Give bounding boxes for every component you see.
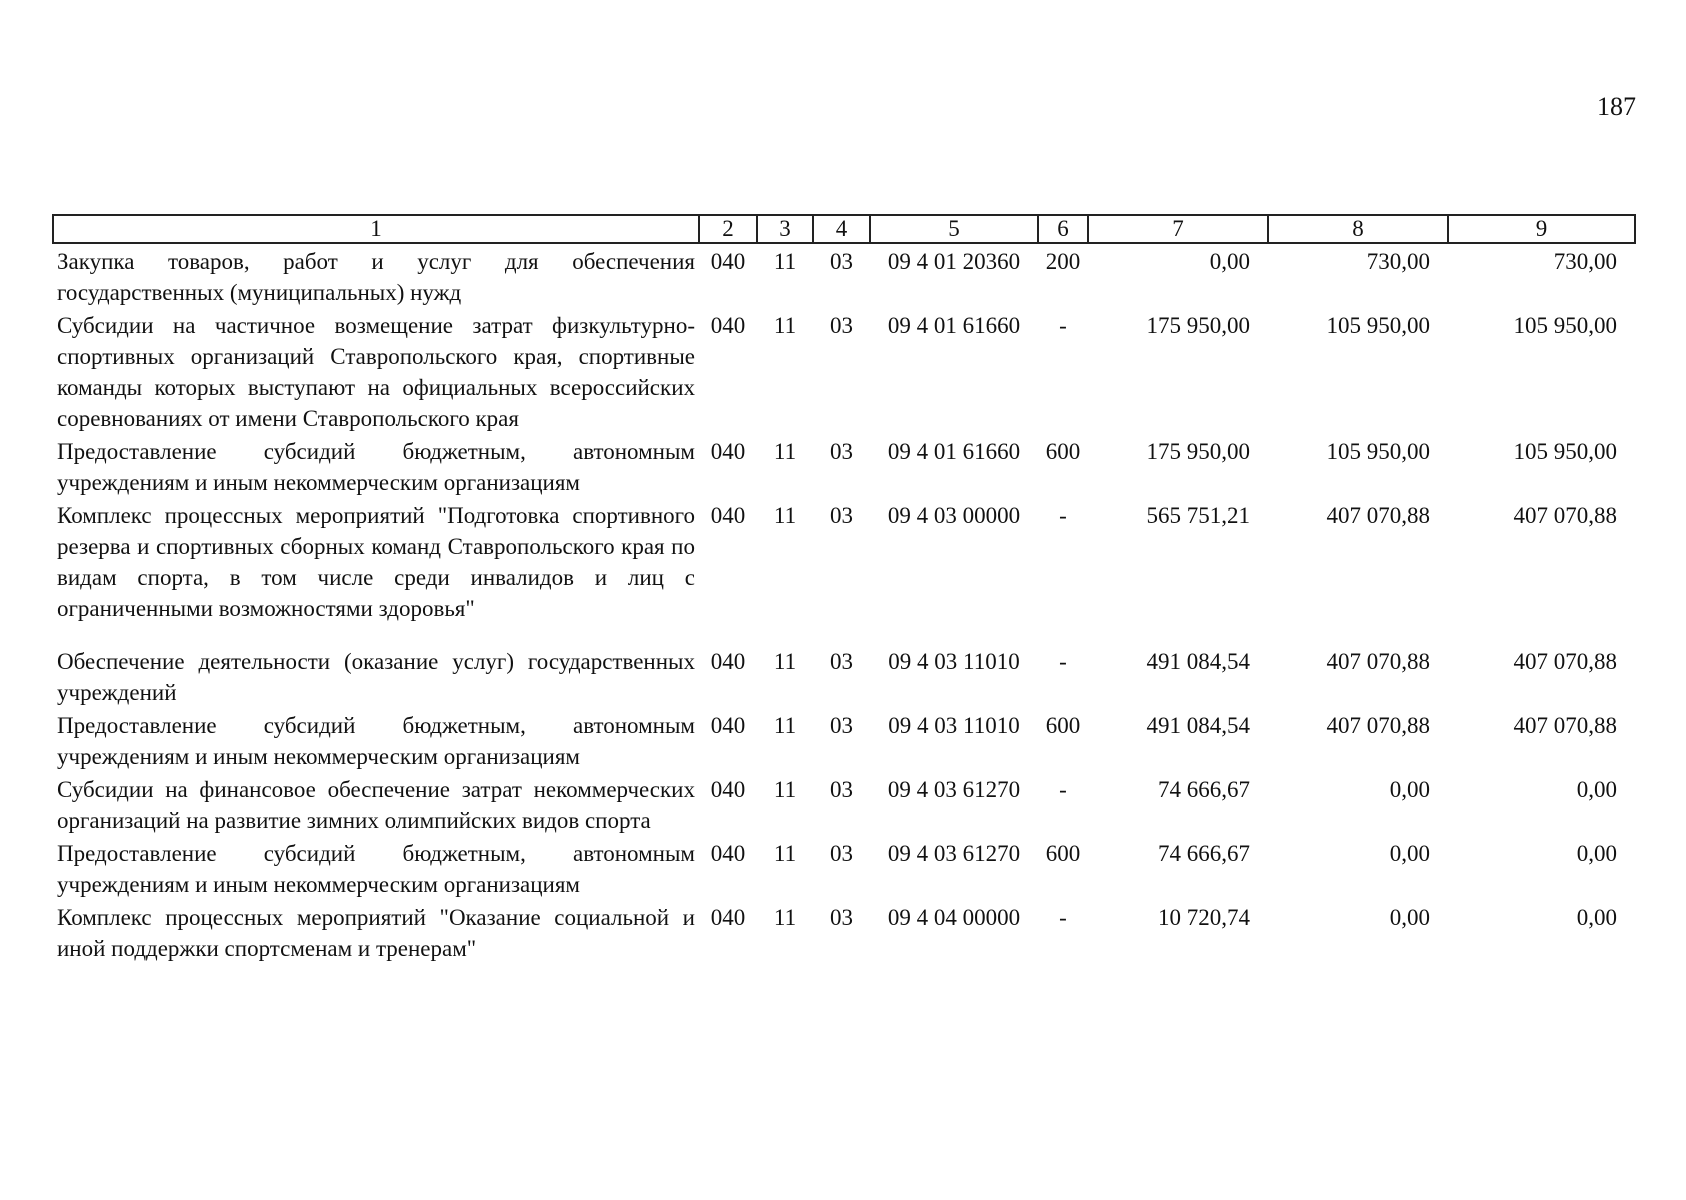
- row-col-6: -: [1059, 313, 1067, 338]
- row-col-2: 040: [710, 841, 746, 866]
- row-col-9: 407 070,88: [1513, 649, 1617, 674]
- header-col-5: 5: [870, 215, 1038, 243]
- row-col-7: 10 720,74: [1158, 905, 1250, 930]
- row-col-2: 040: [710, 905, 746, 930]
- row-col-5: 09 4 03 11010: [888, 713, 1020, 738]
- row-col-4: 03: [830, 439, 853, 464]
- row-col-4: 03: [830, 777, 853, 802]
- row-col-6: 600: [1045, 713, 1081, 738]
- row-col-6: -: [1059, 649, 1067, 674]
- row-col-3: 11: [773, 713, 797, 738]
- row-col-2: 040: [710, 713, 746, 738]
- header-col-4: 4: [813, 215, 870, 243]
- row-col-8: 407 070,88: [1326, 503, 1430, 528]
- row-col-3: 11: [773, 777, 797, 802]
- row-name: Предоставление субсидий бюджетным, автономным учреждениям и иным некоммерческим организациям: [57, 841, 695, 897]
- row-col-4: 03: [830, 313, 853, 338]
- row-col-3: 11: [773, 313, 797, 338]
- row-col-5: 09 4 03 61270: [887, 841, 1021, 866]
- row-col-8: 407 070,88: [1326, 649, 1430, 674]
- row-col-8: 730,00: [1366, 249, 1430, 274]
- row-col-7: 565 751,21: [1146, 503, 1250, 528]
- row-col-6: 600: [1045, 439, 1081, 464]
- row-col-7: 491 084,54: [1146, 713, 1250, 738]
- row-col-9: 0,00: [1576, 905, 1617, 930]
- row-col-9: 0,00: [1576, 841, 1617, 866]
- row-name: Обеспечение деятельности (оказание услуг) государственных учреждений: [57, 649, 695, 705]
- row-col-8: 407 070,88: [1326, 713, 1430, 738]
- table-row: [53, 900, 1635, 964]
- header-col-8: 8: [1268, 215, 1448, 243]
- header-col-2: 2: [699, 215, 757, 243]
- table-row: [53, 644, 1635, 708]
- table-row: [53, 836, 1635, 900]
- row-col-2: 040: [710, 777, 746, 802]
- row-col-7: 175 950,00: [1146, 313, 1250, 338]
- row-col-7: 74 666,67: [1158, 841, 1250, 866]
- table-row: [53, 434, 1635, 498]
- table-row: [53, 243, 1635, 308]
- row-name: Субсидии на частичное возмещение затрат физкультурно-спортивных организаций Ставропольского края, спортивные команды которых выступают на официальных всероссийских соревнованиях от имени Ставропольского края: [57, 313, 695, 431]
- row-col-8: 0,00: [1389, 777, 1430, 802]
- row-name: Предоставление субсидий бюджетным, автономным учреждениям и иным некоммерческим организациям: [57, 713, 695, 769]
- row-col-5: 09 4 01 20360: [887, 249, 1021, 274]
- table-row: [53, 308, 1635, 434]
- table-body: [53, 243, 1635, 964]
- row-name: Предоставление субсидий бюджетным, автономным учреждениям и иным некоммерческим организациям: [57, 439, 695, 495]
- page-number: 187: [1597, 92, 1636, 121]
- row-col-4: 03: [830, 905, 853, 930]
- row-col-4: 03: [830, 713, 853, 738]
- row-col-2: 040: [710, 313, 746, 338]
- row-col-2: 040: [710, 439, 746, 464]
- header-row: [53, 215, 1635, 243]
- row-col-3: 11: [773, 905, 797, 930]
- row-col-5: 09 4 03 00000: [887, 503, 1021, 528]
- row-col-7: 175 950,00: [1146, 439, 1250, 464]
- row-name: Комплекс процессных мероприятий "Оказание социальной и иной поддержки спортсменам и тренерам": [57, 905, 695, 961]
- row-col-6: -: [1059, 503, 1067, 528]
- row-name: Закупка товаров, работ и услуг для обеспечения государственных (муниципальных) нужд: [57, 249, 695, 305]
- row-col-6: -: [1059, 905, 1067, 930]
- row-col-5: 09 4 01 61660: [887, 439, 1021, 464]
- row-col-3: 11: [773, 439, 797, 464]
- row-col-2: 040: [710, 649, 746, 674]
- header-col-6: 6: [1038, 215, 1088, 243]
- row-col-5: 09 4 04 00000: [887, 905, 1021, 930]
- row-col-9: 407 070,88: [1513, 713, 1617, 738]
- row-col-9: 407 070,88: [1513, 503, 1617, 528]
- table-row: [53, 498, 1635, 644]
- row-col-2: 040: [710, 249, 746, 274]
- row-col-5: 09 4 01 61660: [887, 313, 1021, 338]
- row-col-6: 600: [1045, 841, 1081, 866]
- row-col-3: 11: [773, 249, 797, 274]
- row-col-8: 105 950,00: [1326, 439, 1430, 464]
- table-header: [53, 215, 1635, 243]
- row-col-4: 03: [830, 841, 853, 866]
- row-name: Субсидии на финансовое обеспечение затрат некоммерческих организаций на развитие зимних олимпийских видов спорта: [57, 777, 695, 833]
- row-col-5: 09 4 03 61270: [887, 777, 1021, 802]
- row-col-9: 730,00: [1553, 249, 1617, 274]
- row-col-8: 105 950,00: [1326, 313, 1430, 338]
- row-col-6: 200: [1045, 249, 1081, 274]
- row-col-4: 03: [830, 503, 853, 528]
- header-col-7: 7: [1088, 215, 1268, 243]
- header-col-3: 3: [757, 215, 813, 243]
- row-col-4: 03: [830, 249, 853, 274]
- table-row: [53, 708, 1635, 772]
- budget-table: [52, 214, 1636, 964]
- row-col-8: 0,00: [1389, 905, 1430, 930]
- row-col-7: 491 084,54: [1146, 649, 1250, 674]
- table-row: [53, 772, 1635, 836]
- row-col-9: 0,00: [1576, 777, 1617, 802]
- row-col-2: 040: [710, 503, 746, 528]
- row-col-5: 09 4 03 11010: [888, 649, 1020, 674]
- row-col-8: 0,00: [1389, 841, 1430, 866]
- row-col-4: 03: [830, 649, 853, 674]
- row-name: Комплекс процессных мероприятий "Подготовка спортивного резерва и спортивных сборных команд Ставропольского края по видам спорта, в том числе среди инвалидов и лиц с ограниченными возможностями здоровья": [57, 503, 695, 621]
- row-col-3: 11: [773, 503, 797, 528]
- row-col-9: 105 950,00: [1513, 439, 1617, 464]
- row-col-7: 0,00: [1209, 249, 1250, 274]
- row-col-9: 105 950,00: [1513, 313, 1617, 338]
- row-col-6: -: [1059, 777, 1067, 802]
- row-col-3: 11: [773, 649, 797, 674]
- row-col-7: 74 666,67: [1158, 777, 1250, 802]
- row-col-3: 11: [773, 841, 797, 866]
- header-col-1: 1: [53, 215, 699, 243]
- header-col-9: 9: [1448, 215, 1635, 243]
